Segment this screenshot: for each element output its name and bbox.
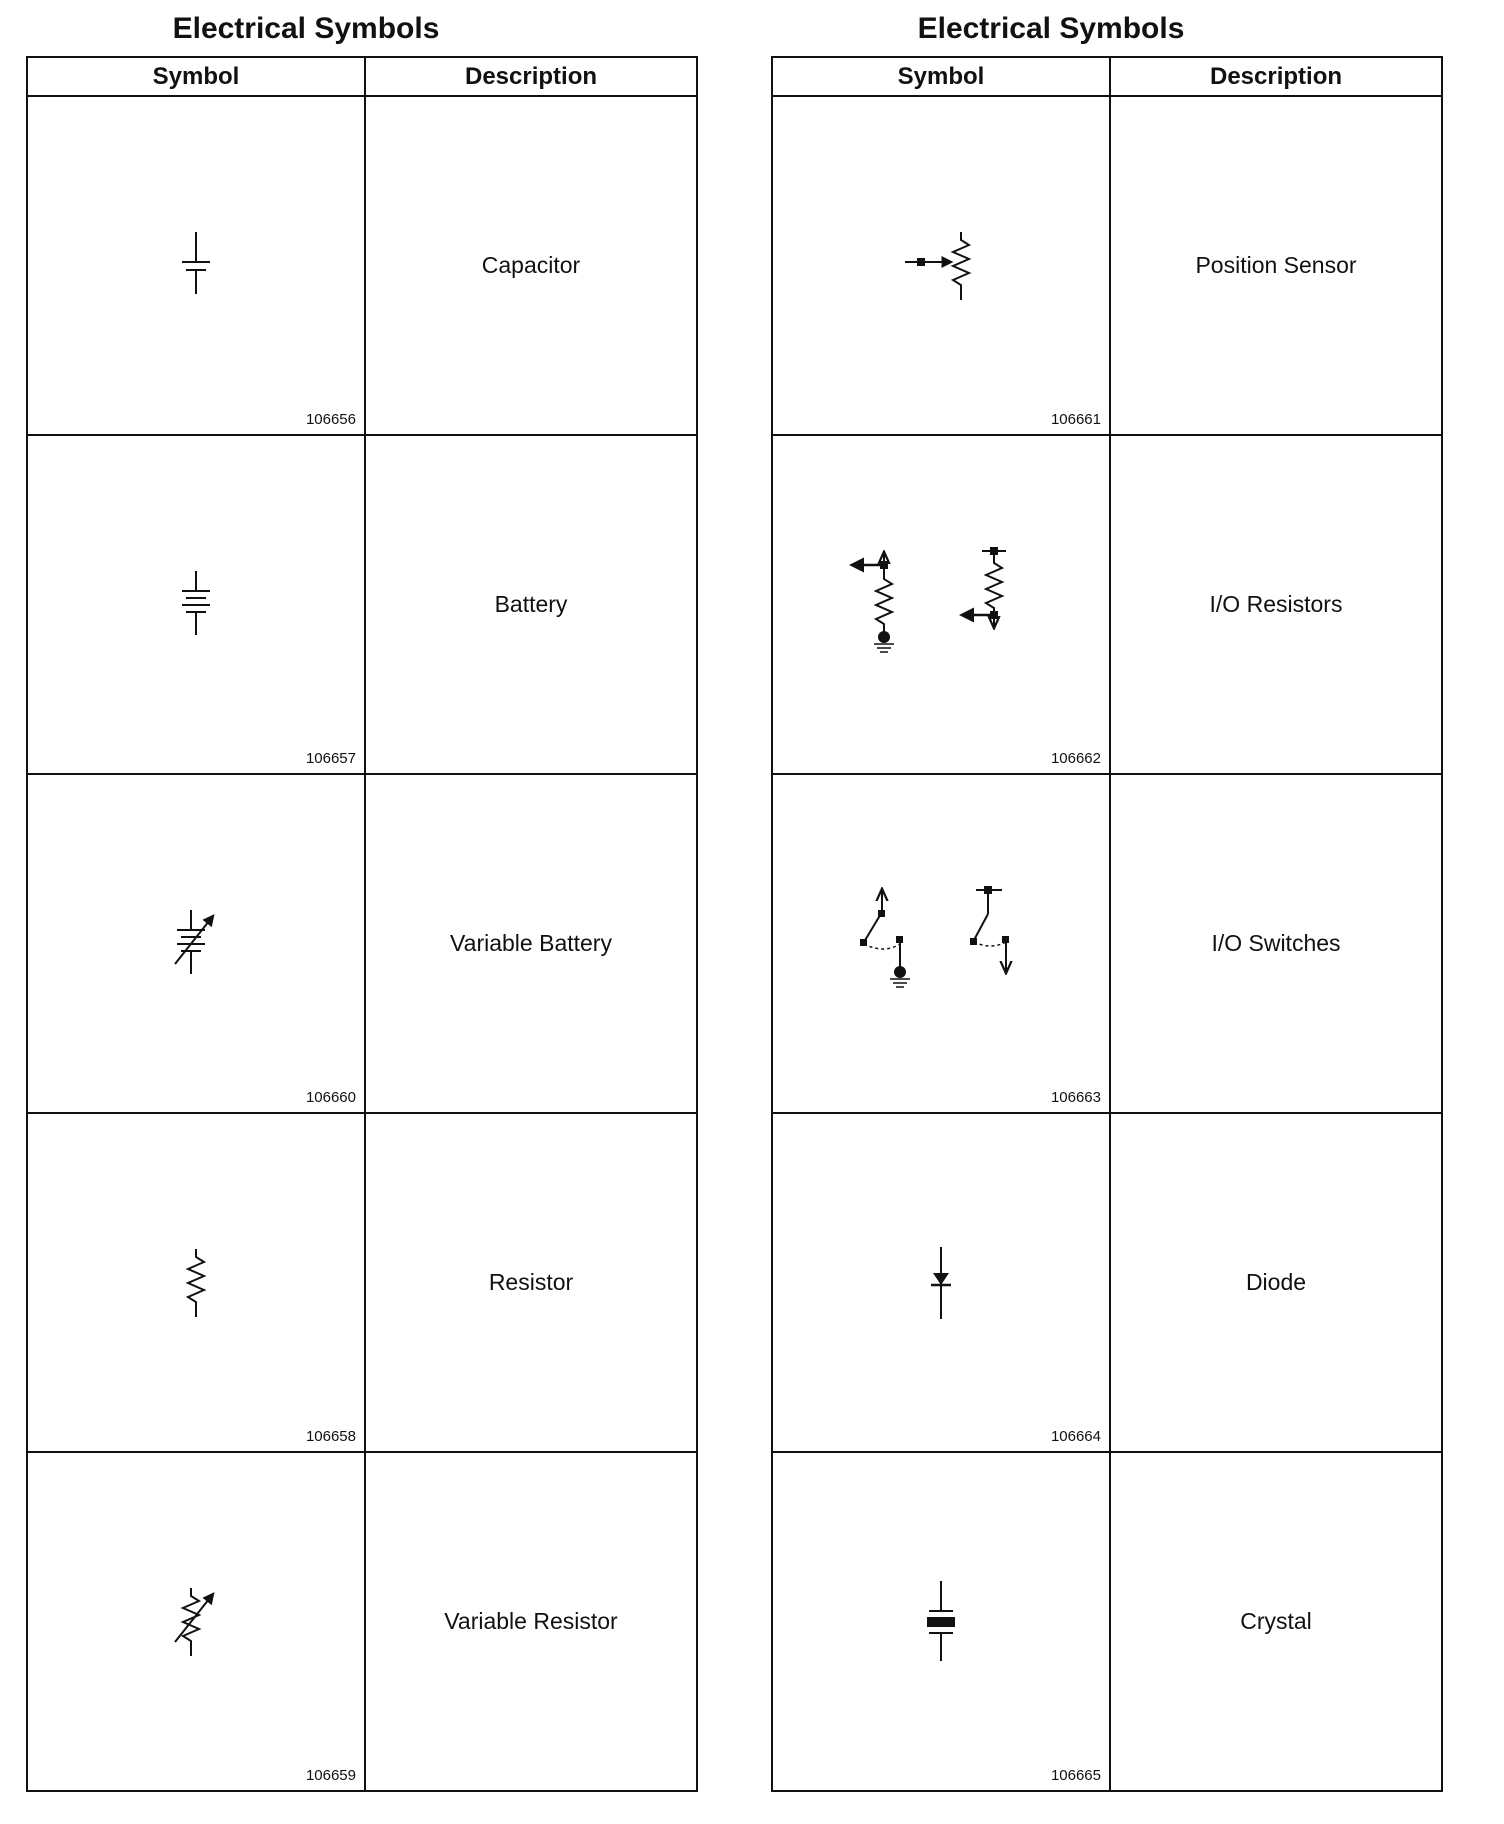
description-cell: Capacitor	[365, 96, 697, 435]
description-cell: Variable Battery	[365, 774, 697, 1113]
table-row	[27, 435, 697, 774]
symbols-table	[26, 56, 698, 1792]
panel-title: Electrical Symbols	[917, 12, 1185, 45]
resistor-icon	[166, 1243, 226, 1323]
description-column-header: Description	[1110, 57, 1442, 96]
symbol-cell	[772, 1452, 1110, 1791]
description-cell: I/O Resistors	[1110, 435, 1442, 774]
description-cell: Diode	[1110, 1113, 1442, 1452]
symbol-cell	[772, 435, 1110, 774]
symbol-column-header: Symbol	[27, 57, 365, 96]
table-header-row	[27, 57, 697, 96]
symbol-cell	[27, 1113, 365, 1452]
table-row	[27, 1452, 697, 1791]
position-sensor-icon	[891, 226, 991, 306]
table-row	[27, 1113, 697, 1452]
table-row	[27, 96, 697, 435]
symbol-cell	[27, 774, 365, 1113]
figure-code: 106658	[305, 1428, 356, 1445]
capacitor-icon	[166, 226, 226, 306]
description-cell: Resistor	[365, 1113, 697, 1452]
diode-icon	[911, 1243, 971, 1323]
variable-resistor-icon	[161, 1582, 231, 1662]
table-row	[27, 774, 697, 1113]
battery-icon	[166, 565, 226, 645]
description-cell: Position Sensor	[1110, 96, 1442, 435]
description-cell: Variable Resistor	[365, 1452, 697, 1791]
figure-code: 106660	[305, 1089, 356, 1106]
figure-code: 106657	[305, 750, 356, 767]
table-row	[772, 1452, 1442, 1791]
panel-title: Electrical Symbols	[172, 12, 440, 45]
figure-code: 106656	[305, 411, 356, 428]
symbol-cell	[772, 774, 1110, 1113]
description-cell: Crystal	[1110, 1452, 1442, 1791]
table-row	[772, 96, 1442, 435]
symbol-cell	[772, 1113, 1110, 1452]
table-row	[772, 774, 1442, 1113]
figure-code: 106662	[1050, 750, 1101, 767]
symbol-cell	[27, 96, 365, 435]
io-switches-icon	[846, 884, 1036, 1004]
figure-code: 106659	[305, 1767, 356, 1784]
crystal-icon	[911, 1577, 971, 1667]
figure-code: 106665	[1050, 1767, 1101, 1784]
table-header-row	[772, 57, 1442, 96]
figure-code: 106661	[1050, 411, 1101, 428]
variable-battery-icon	[161, 904, 231, 984]
description-cell: I/O Switches	[1110, 774, 1442, 1113]
figure-code: 106663	[1050, 1089, 1101, 1106]
symbol-cell	[772, 96, 1110, 435]
figure-code: 106664	[1050, 1428, 1101, 1445]
description-column-header: Description	[365, 57, 697, 96]
symbol-cell	[27, 1452, 365, 1791]
table-row	[772, 435, 1442, 774]
table-row	[772, 1113, 1442, 1452]
symbol-column-header: Symbol	[772, 57, 1110, 96]
symbols-table	[771, 56, 1443, 1792]
description-cell: Battery	[365, 435, 697, 774]
io-resistors-icon	[846, 545, 1036, 665]
symbol-cell	[27, 435, 365, 774]
